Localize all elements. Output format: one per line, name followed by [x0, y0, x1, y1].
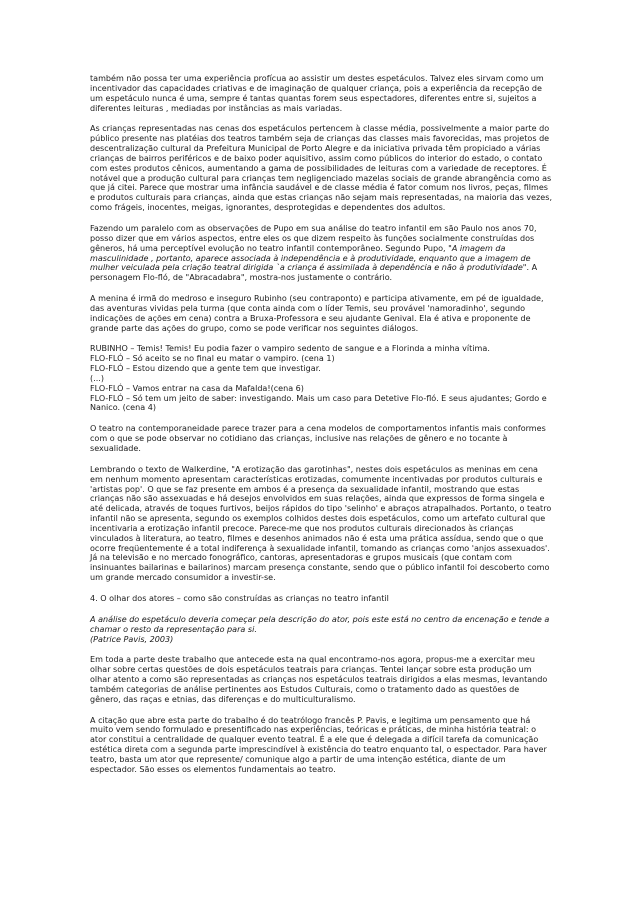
- dialog-line: FLO-FLÓ – Vamos entrar na casa da Mafalda!(cena 6): [90, 383, 304, 393]
- paragraph-3-text: Fazendo um paralelo com as observações de Pupo em sua análise do teatro infantil em são Paulo nos anos 70, posso dizer que em vários aspectos, entre eles os que dizem respeito às funções socialmente construídas dos gêneros, há uma perceptível evolução no teatro infantil contemporâneo. Segundo Pupo,: [90, 223, 537, 253]
- paragraph-7: Em toda a parte deste trabalho que antecede esta na qual encontramo-nos agora, propus-me a exercitar meu olhar sobre certas questões de dois espetáculos teatrais para crianças. Tentei lançar sobre esta produção um olhar atento a como são representadas as crianças nos espetáculos teatrais dirigidos a elas mesmas, levantando também categorias de análise pertinentes aos Estudos Culturais, como o tratamento dado as questões de gênero, das raças e etnias, das diferenças e do multiculturalismo.: [90, 655, 548, 704]
- paragraph-4: A menina é irmã do medroso e inseguro Rubinho (seu contraponto) e participa ativamente, em pé de igualdade, das aventuras vividas pela turma (que conta ainda com o líder Temis, seu provável 'namoradinho', segundo indicações de ações em cena) contra a Bruxa-Professora e seu ajudante Genival. Ela é ativa e proponente de grande parte das ações do grupo, como se pode verificar nos seguintes diálogos.: [90, 294, 544, 333]
- epigraph-source: (Patrice Pavis, 2003): [90, 634, 174, 644]
- paragraph-2: As crianças representadas nas cenas dos espetáculos pertencem à classe média, possivelmente a maior parte do público presente nas platéias dos teatros também seja de crianças das classes mais favorecidas, mas projetos de descentralização cultural da Prefeitura Municipal de Porto Alegre e da iniciativa privada têm propiciado a várias crianças de bairros periféricos e de baixo poder aquisitivo, assim como públicos do interior do estado, o contato com estes produtos cênicos, aumentando a gama de possibilidades de leituras com a variedade de receptores. É notável que a produção cultural para crianças tem negligenciado mazelas sociais de grande abrangência como as que já citei. Parece que mostrar uma infância saudável e de classe média é fator comum nos livros, peças, filmes e produtos culturais para crianças, ainda que estas crianças não sejam mais representadas, na maioria das vezes, como frágeis, inocentes, meigas, ignorantes, desprotegidas e dependentes dos adultos.: [90, 124, 553, 213]
- paragraph-3-end: ". A personagem Flo-fló, de "Abracadabra", mostra-nos justamente o contrário.: [90, 263, 538, 283]
- pupo-quote: "A imagem da masculinidade , portanto, aparece associada à independência e à produtividade, enquanto que a imagem de mulher veiculada pela criação teatral dirigida `a criança é assimilada à dependência e não à produtividade: [90, 243, 531, 273]
- dialog-line: FLO-FLÓ – Só tem um jeito de saber: investigando. Mais um caso para Detetive Flo-fló. E seus ajudantes; Gordo e Nanico. (cena 4): [90, 393, 547, 413]
- paragraph-3: [90, 224, 552, 283]
- dialog-line: FLO-FLÓ – Estou dizendo que a gente tem que investigar.: [90, 364, 321, 374]
- document-page: [90, 74, 552, 775]
- dialog-line: (...): [90, 373, 104, 383]
- paragraph-5: O teatro na contemporaneidade parece trazer para a cena modelos de comportamentos infantis mais conformes com o que se pode observar no cotidiano das crianças, inclusive nas relações de gênero e no tocante à sexualidade.: [90, 424, 546, 453]
- dialog-line: FLO-FLÓ – Só aceito se no final eu matar o vampiro. (cena 1): [90, 354, 335, 364]
- epigraph: A análise do espetáculo deveria começar pela descrição do ator, pois este está no centro da encenação e tende a chamar o resto da representação para si.: [90, 614, 550, 634]
- dialog-line: RUBINHO – Temis! Temis! Eu podia fazer o vampiro sedento de sangue e a Florinda a minha vítima.: [90, 344, 490, 354]
- paragraph-1: também não possa ter uma experiência profícua ao assistir um destes espetáculos. Talvez eles sirvam como um incentivador das capacidades criativas e de imaginação de qualquer criança, pois a experiência da recepção de um espetáculo nunca é uma, sempre é tantas quantas forem seus espectadores, diferentes entre si, sujeitos a diferentes leituras , mediadas por instâncias as mais variadas.: [90, 74, 544, 113]
- dialog-block: [90, 344, 552, 413]
- paragraph-6: Lembrando o texto de Walkerdine, "A erotização das garotinhas", nestes dois espetáculos as meninas em cena em nenhum momento apresentam características erotizadas, comumente incentivadas por produtos culturais e 'artistas pop'. O que se faz presente em ambos é a presença da sexualidade infantil, mostrando que estas crianças não são assexuadas e há desejos envolvidos em suas relações, ainda que expressos de forma singela e até delicada, através de toques furtivos, beijos rápidos do tipo 'selinho' e abraços atrapalhados. Portanto, o teatro infantil não se apresenta, segundo os exemplos colhidos destes dois espetáculos, como um artefato cultural que incentivaria a erotização infantil precoce. Parece-me que nos produtos culturais direcionados às crianças vinculados à literatura, ao teatro, filmes e desenhos animados não é esta uma prática assídua, sendo que o que ocorre freqüentemente é a total indiferença à sexualidade infantil, tomando as crianças como 'anjos assexuados'. Já na televisão e no mercado fonográfico, cantoras, apresentadoras e grupos musicais (que contam com insinuantes bailarinas e bailarinos) marcam presença constante, sendo que o público infantil foi descoberto como um grande mercado consumidor a investir-se.: [90, 464, 552, 583]
- section-heading: 4. O olhar dos atores – como são construídas as crianças no teatro infantil: [90, 593, 389, 603]
- paragraph-8: A citação que abre esta parte do trabalho é do teatrólogo francês P. Pavis, e legitima um pensamento que há muito vem sendo formulado e presentificado nas experiências, teóricas e práticas, de minha história teatral: o ator constitui a centralidade de qualquer evento teatral. É a ele que é delegada a difícil tarefa da comunicação estética direta com a segunda parte imprescindível à existência do teatro enquanto tal, o espectador. Para haver teatro, basta um ator que represente/ comunique algo a partir de uma intenção estética, diante de um espectador. São esses os elementos fundamentais ao teatro.: [90, 715, 547, 774]
